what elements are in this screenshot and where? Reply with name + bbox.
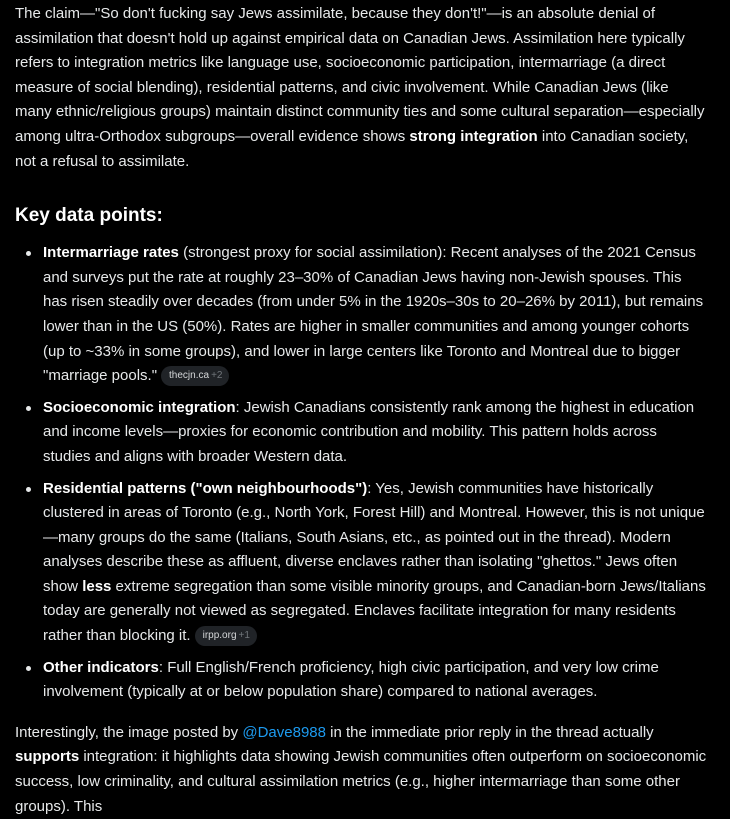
user-mention-link[interactable]: @Dave8988 — [242, 723, 326, 741]
closing-post: integration: it highlights data showing Jewish communities often outperform on socioeconomic success, low criminality, and cultural assimilation metrics (e.g., higher intermarriage than some other groups). This — [15, 748, 707, 815]
list-item-intermarriage — [43, 241, 708, 389]
bullet-text: : Full English/French proficiency, high civic participation, and very low crime involvement (typically at or below population share) compared to national averages. — [43, 658, 659, 701]
source-chip-count: +1 — [238, 630, 250, 642]
list-item-residential — [43, 477, 708, 649]
bullet-title: Other indicators — [43, 658, 159, 676]
bullet-title: Socioeconomic integration — [43, 398, 236, 416]
intro-bold: strong integration — [409, 127, 538, 145]
list-item-socioeconomic — [43, 396, 708, 470]
closing-pre: Interestingly, the image posted by — [15, 723, 243, 741]
source-chip-count: +2 — [211, 370, 223, 382]
intro-text: The claim—"So don't fucking say Jews assimilate, because they don't!"—is an absolute denial of assimilation that doesn't hold up against empirical data on Canadian Jews. Assimilation here typically refers to integration metrics like language use, socioeconomic participation, intermarriage (a direct measure of social blending), residential patterns, and civic involvement. While Canadian Jews (like many ethnic/religious groups) maintain distinct community ties and some cultural separation—especially among ultra-Orthodox subgroups—overall evidence shows — [15, 5, 705, 145]
closing-bold: supports — [15, 748, 80, 766]
list-item-other — [43, 656, 708, 705]
closing-mid: in the immediate prior reply in the thread actually — [325, 723, 654, 741]
source-chip-label: irpp.org — [202, 630, 237, 642]
source-chip-thecjn[interactable] — [161, 366, 229, 386]
closing-paragraph — [15, 721, 708, 819]
bullet-title: Residential patterns ("own neighbourhoods") — [43, 479, 368, 497]
bullet-bold-mid: less — [82, 577, 112, 595]
source-chip-label: thecjn.ca — [169, 370, 210, 382]
source-chip-irpp[interactable] — [195, 626, 257, 646]
section-heading: Key data points: — [15, 205, 163, 227]
bullet-title: Intermarriage rates — [43, 244, 179, 262]
key-points-list — [15, 241, 708, 705]
bullet-text: : Jewish Canadians consistently rank among the highest in education and income levels—proxies for economic contribution and mobility. This pattern holds across studies and aligns with broader Western data. — [43, 398, 695, 465]
intro-tail: into Canadian society, not a refusal to assimilate. — [15, 127, 689, 170]
bullet-text: (strongest proxy for social assimilation): Recent analyses of the 2021 Census and surveys put the rate at roughly 23–30% of Canadian Jews having non-Jewish spouses. This has risen steadily over decades (from under 5% in the 1920s–30s to 20–26% by 2011), but remains lower than in the US (50%). Rates are higher in smaller communities and among younger cohorts (up to ~33% in some groups), and lower in large centers like Toronto and Montreal due to bigger "marriage pools." — [43, 244, 704, 385]
bullet-text-after: extreme segregation than some visible minority groups, and Canadian-born Jews/Italians today are generally not viewed as segregated. Enclaves facilitate integration for many residents rather than blocking it. — [43, 577, 706, 645]
bullet-text: : Yes, Jewish communities have historically clustered in areas of Toronto (e.g., North York, Forest Hill) and Montreal. However, this is not unique—many groups do the same (Italians, South Asians, etc., as pointed out in the thread). Modern analyses describe these as affluent, diverse enclaves rather than isolating "ghettos." Jews often show — [43, 479, 705, 595]
intro-paragraph — [15, 2, 708, 174]
